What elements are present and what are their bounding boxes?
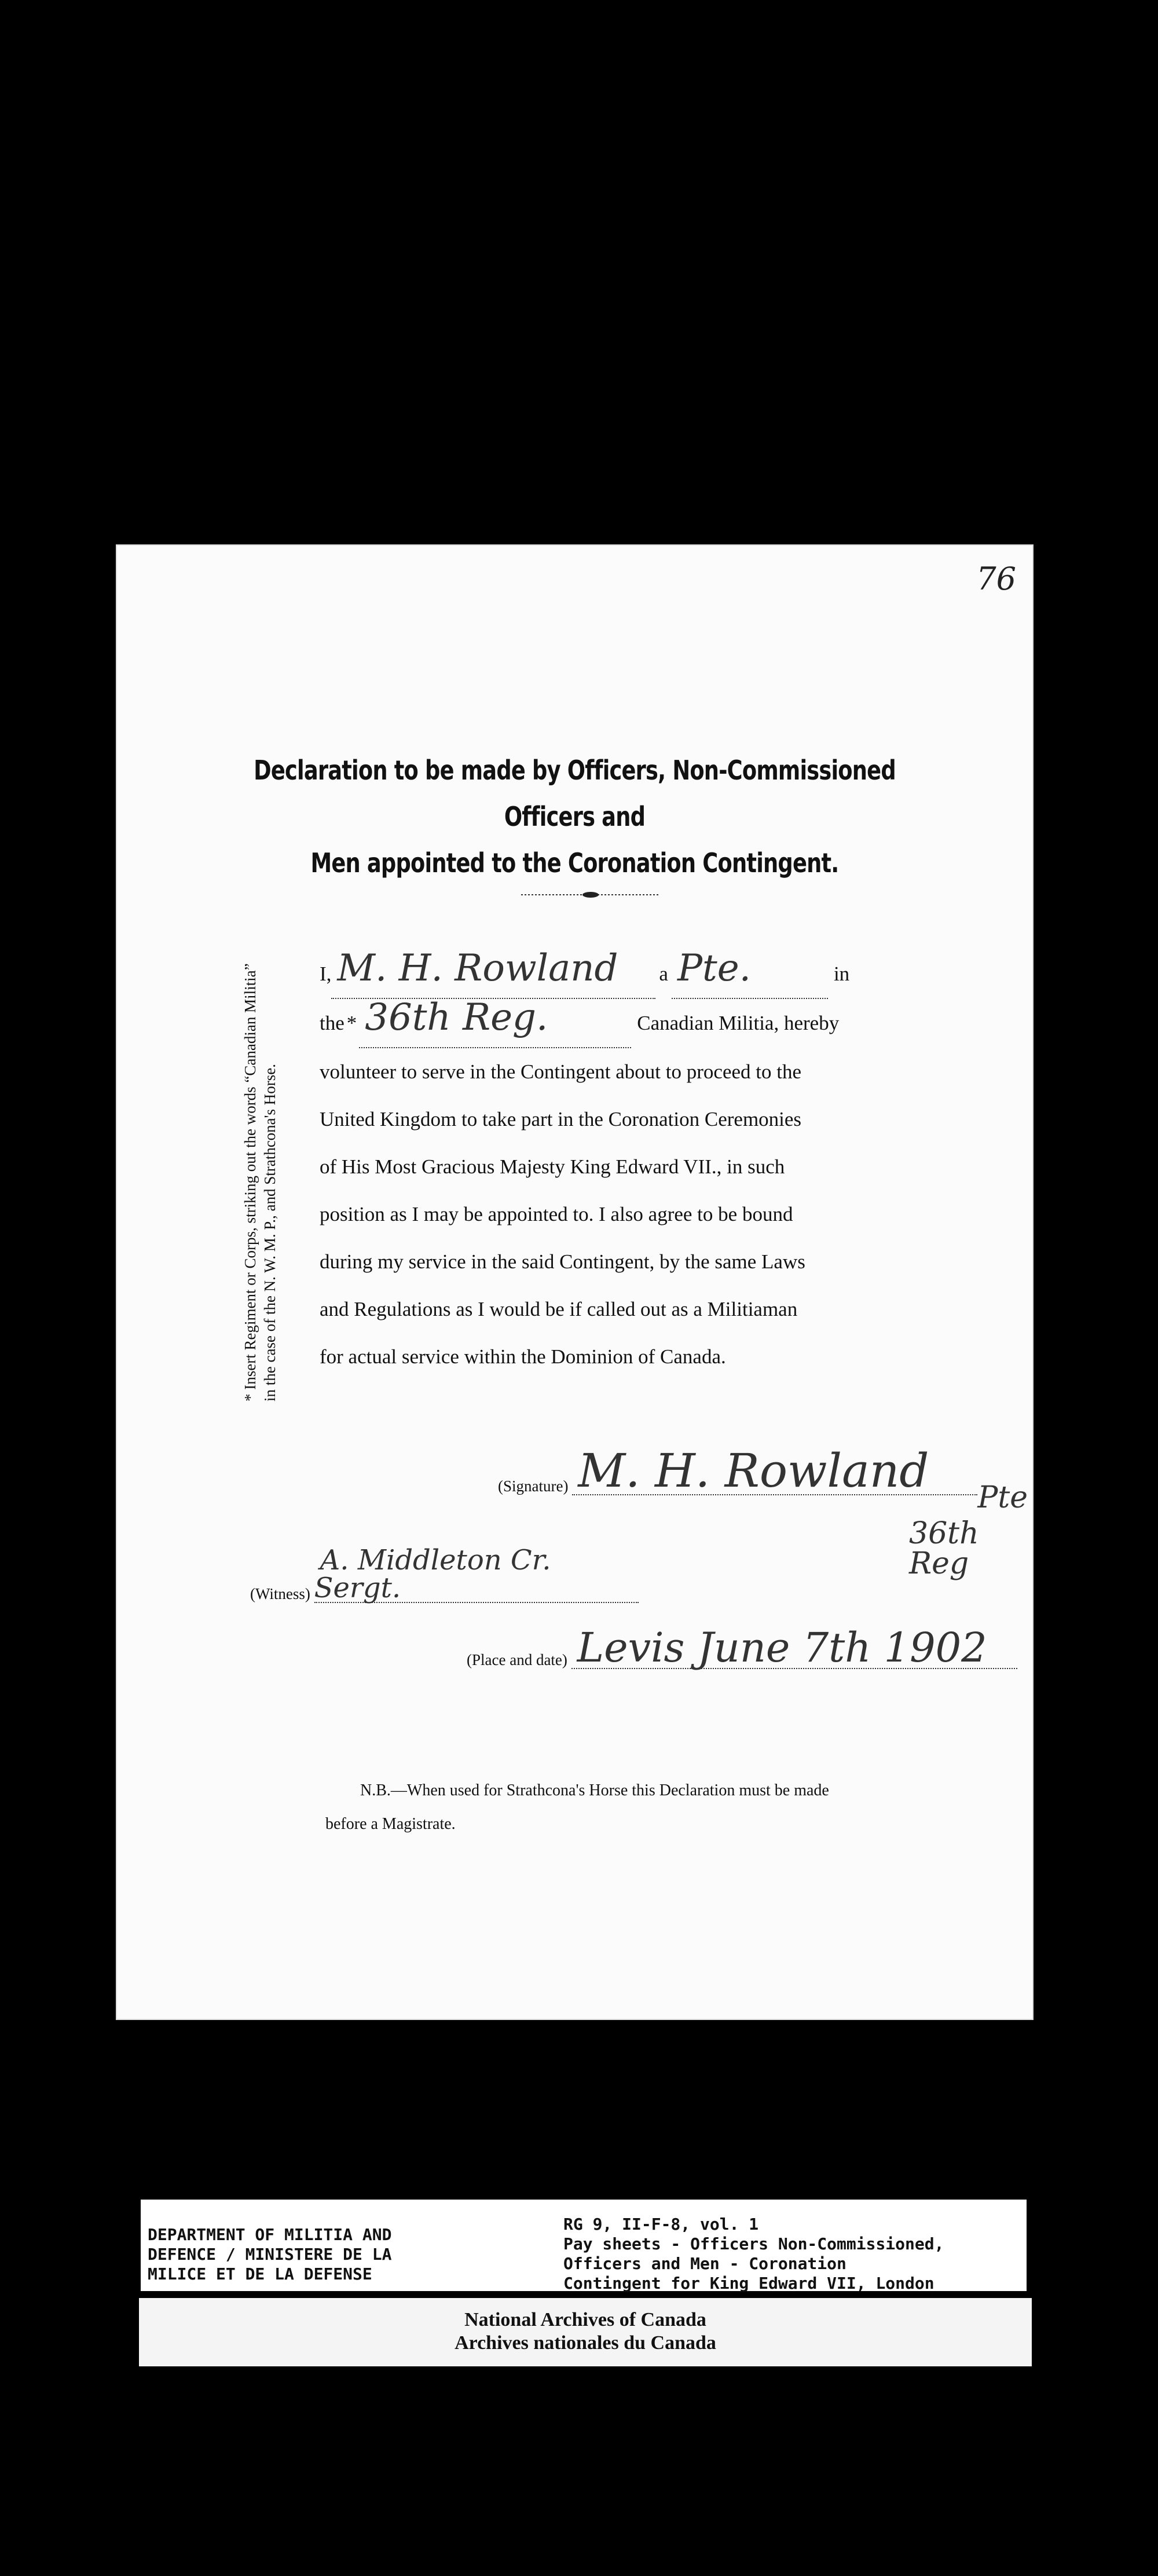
declaration-line: United Kingdom to take part in the Coronation Ceremonies — [320, 1108, 802, 1130]
signature-label: (Signature) — [498, 1477, 569, 1495]
regiment-handwritten: 36th Reg. — [365, 996, 548, 1039]
signature-handwritten: M. H. Rowland — [578, 1444, 929, 1498]
name-handwritten: M. H. Rowland — [337, 947, 618, 990]
archives-line-french: Archives nationales du Canada — [455, 2332, 716, 2354]
reference-line: Officers and Men - Coronation — [563, 2254, 846, 2273]
page-number: 76 — [976, 561, 1016, 597]
signature-annotation — [903, 1480, 1034, 1581]
department-line: DEFENCE / MINISTERE DE LA — [148, 2245, 392, 2264]
reference-line: Contingent for King Edward VII, London — [563, 2274, 935, 2293]
department-line: MILICE ET DE LA DEFENSE — [148, 2264, 372, 2284]
side-footnote: * Insert Regiment or Corps, striking out the words “Canadian Militia” in the case of the N. W. M. P., and Strathcona's Horse. — [241, 963, 278, 1402]
document-title — [208, 747, 942, 886]
in-text: in — [833, 963, 850, 985]
nota-bene — [325, 1774, 887, 1841]
nb-line-1: N.B.—When used for Strathcona's Horse this Declaration must be made — [360, 1781, 829, 1799]
declaration-line: and Regulations as I would be if called out as a Militiaman — [320, 1298, 798, 1320]
witness-field — [314, 1546, 639, 1603]
rank-field — [672, 947, 828, 999]
nb-line-2: before a Magistrate. — [325, 1815, 456, 1833]
place-date-field — [571, 1624, 1017, 1671]
archives-line-english: National Archives of Canada — [464, 2309, 706, 2330]
declaration-body — [320, 947, 890, 1381]
witness-label: (Witness) — [250, 1585, 310, 1602]
department-text — [148, 2225, 391, 2284]
annotation-rank: Pte — [977, 1480, 1028, 1515]
catalog-label — [141, 2200, 1027, 2291]
title-line-2: Men appointed to the Coronation Contingent. — [310, 847, 839, 879]
article-text: a — [659, 963, 668, 985]
title-line-1: Declaration to be made by Officers, Non-Commissioned Officers and — [254, 755, 896, 832]
witness-handwritten: A. Middleton Cr. Sergt. — [314, 1544, 551, 1604]
place-date-label: (Place and date) — [467, 1651, 567, 1668]
reference-line: RG 9, II-F-8, vol. 1 — [563, 2215, 759, 2234]
rank-handwritten: Pte. — [677, 947, 751, 990]
place-date-handwritten: Levis June 7th 1902 — [577, 1624, 987, 1671]
reference-line: Pay sheets - Officers Non-Commissioned, — [563, 2234, 944, 2253]
ornament-divider — [521, 891, 660, 899]
declaration-line: for actual service within the Dominion of Canada. — [320, 1345, 726, 1368]
witness-block — [250, 1546, 639, 1603]
annotation-regiment: 36th Reg — [909, 1516, 979, 1581]
militia-text: Canadian Militia, hereby — [637, 1012, 840, 1034]
the-text: the — [320, 1012, 345, 1034]
archives-banner — [139, 2298, 1032, 2366]
department-line: DEPARTMENT OF MILITIA AND — [148, 2225, 392, 2244]
place-date-block — [467, 1624, 1017, 1671]
pronoun-text: I, — [320, 963, 332, 985]
declaration-line-regiment: the * 36th Reg. Canadian Militia, hereby — [320, 999, 890, 1048]
reference-text — [563, 2215, 944, 2293]
declaration-line: during my service in the said Contingent, by the same Laws — [320, 1250, 805, 1273]
document-page — [116, 544, 1034, 2020]
name-field — [331, 947, 655, 999]
declaration-line: volunteer to serve in the Contingent about to proceed to the — [320, 1060, 802, 1083]
declaration-line: position as I may be appointed to. I also agree to be bound — [320, 1203, 793, 1225]
declaration-line: of His Most Gracious Majesty King Edward VII., in such — [320, 1155, 785, 1178]
declaration-line-name — [320, 947, 890, 999]
